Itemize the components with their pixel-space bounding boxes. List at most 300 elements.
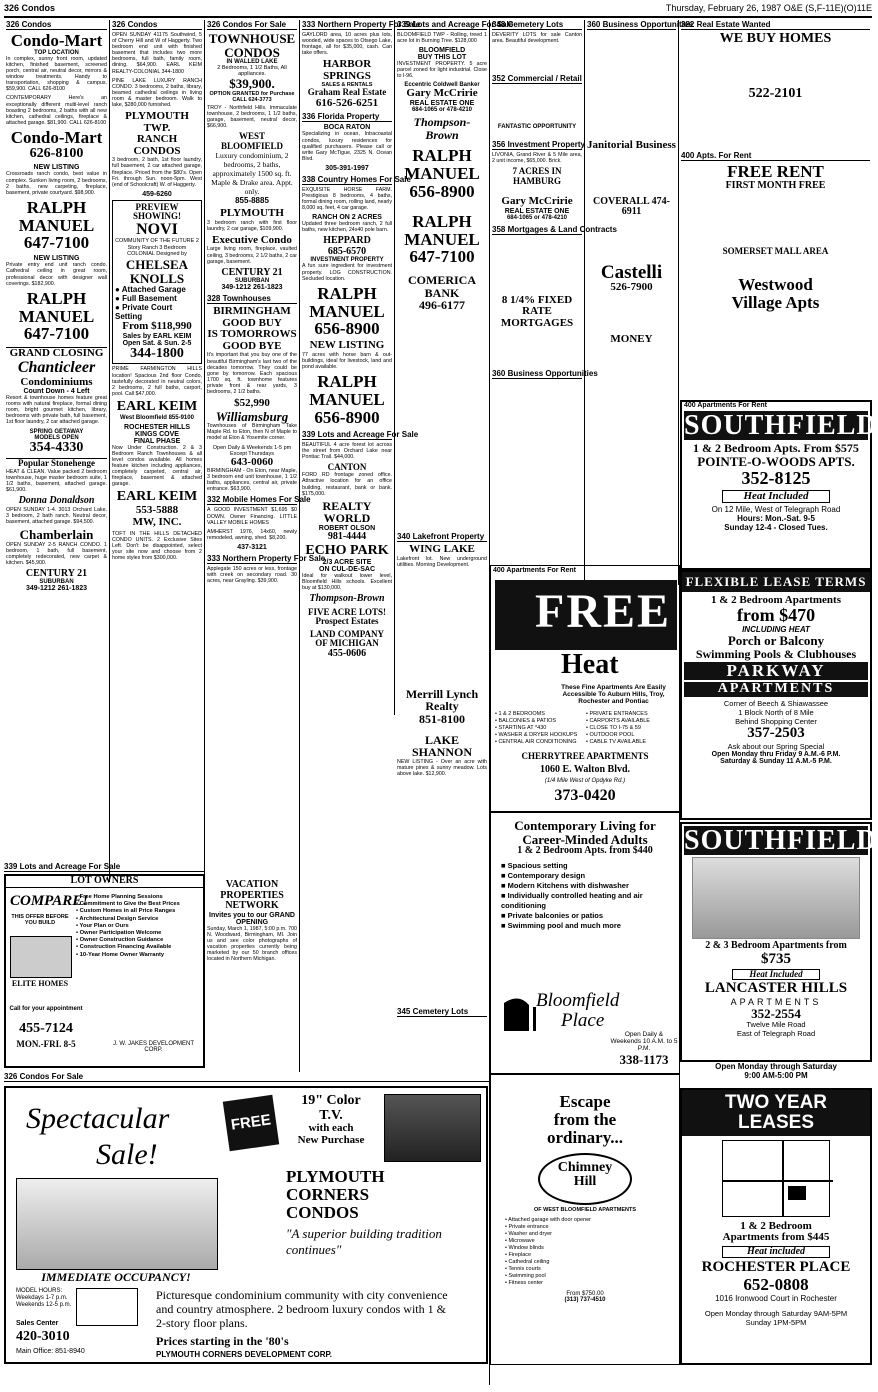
ralph-manuel-name: MANUEL bbox=[18, 306, 95, 326]
list-item: • CABLE TV AVAILABLE bbox=[586, 739, 647, 745]
list-item: • Commitment to Give the Best Prices bbox=[76, 901, 180, 908]
ad-text: Prices starting in the '80's bbox=[156, 1334, 289, 1348]
ad-subtitle: MODELS OPEN bbox=[34, 434, 79, 441]
plymouth-corners-box bbox=[4, 1086, 488, 1364]
ad-title: Gary McCririe bbox=[406, 87, 478, 100]
ad-title: LAKE SHANNON bbox=[411, 732, 472, 760]
section-heading: 326 Condos For Sale bbox=[4, 1072, 490, 1082]
ad-text: BIRMINGHAM - On Eton, near Maple, 3 bedroom end unit townhouse, 1 1/2 baths, appliances, central air, private entrance. $63,900. bbox=[207, 468, 297, 493]
list-item: ■ Modern Kitchens with dishwasher bbox=[501, 880, 629, 890]
feature-label: Attached Garage bbox=[121, 285, 186, 295]
section-heading: 333 Northern Property For Sale bbox=[302, 20, 421, 29]
ad-title: Popular Stonehenge bbox=[6, 458, 107, 468]
ad-subtitle: FINAL PHASE bbox=[133, 437, 181, 445]
ad-phone: 459-6260 bbox=[142, 190, 172, 198]
ad-phone: 354-4330 bbox=[29, 439, 84, 455]
ad-title: Janitorial Business bbox=[587, 139, 676, 151]
ad-title: REALTY WORLD bbox=[322, 498, 372, 526]
ad-price: from $470 bbox=[736, 605, 816, 626]
ad-title: LAND COMPANY bbox=[309, 628, 385, 639]
list-item: • Owner Participation Welcome bbox=[76, 930, 162, 937]
ad-text: CONTEMPORARY Here's an exceptionally different multi-level ranch boasting 2 bedrooms, 2 baths with all new kitchen, cathedral ceilings, fireplace & attached garage. $81,900. CALL 626-8100 bbox=[6, 95, 107, 126]
ad-price: $52,990 bbox=[234, 397, 270, 410]
section-heading: 326 Condos bbox=[112, 20, 202, 30]
ad-text: PRIME FARMINGTON HILLS location! Spacious 2nd floor Condo, tastefully decorated in neutral colors, 2 bedrooms, 2 full baths, carport, pool. Call $47,000. bbox=[112, 366, 202, 397]
ad-text: These Fine Apartments Are Easily Accessible To Auburn Hills, Troy, Rochester and Pontiac bbox=[561, 684, 666, 705]
feature-list bbox=[501, 861, 679, 931]
ad-text: Open Monday through Saturday bbox=[715, 1062, 837, 1071]
ralph-manuel-name: MANUEL bbox=[404, 229, 480, 249]
ad-title: Graham Real Estate bbox=[307, 87, 387, 98]
section-heading: 358 Mortgages & Land Contracts bbox=[492, 224, 617, 234]
section-heading: 338 Country Homes For Sale bbox=[302, 174, 411, 184]
list-item: • Custom Homes in all Price Ranges bbox=[76, 908, 176, 915]
ad-title: GOOD BUY bbox=[222, 316, 282, 329]
ad-subtitle: Count Down - 4 Left bbox=[23, 388, 90, 396]
ad-phone: 553-5888 bbox=[135, 503, 179, 516]
ad-title: RANCH CONDOS bbox=[133, 133, 181, 157]
ad-text: Lakefront lot. New underground utilities. Morning Development. bbox=[397, 555, 487, 568]
ad-address: 1016 Ironwood Court in Rochester bbox=[715, 1294, 837, 1304]
section-heading: 400 Apartments For Rent bbox=[493, 567, 576, 574]
section-heading: 326 Condos bbox=[6, 20, 107, 30]
ad-phone: 647-7100 bbox=[409, 247, 475, 267]
ad-phone: 352-2554 bbox=[751, 1005, 801, 1021]
ad-text: EXQUISITE HORSE FARM. Prestigious 8 bedrooms, 4 baths, formal dining room, rolling land, nearly 8,000 sq. feet, 4 car garage. bbox=[302, 186, 392, 212]
ad-subtitle: BUY THIS LOT bbox=[417, 54, 467, 62]
ad-title: Williamsburg bbox=[215, 408, 289, 424]
section-heading: 356 Investment Property bbox=[492, 140, 585, 150]
ad-title: PLYMOUTH bbox=[286, 1167, 385, 1186]
ad-text: Crossroads ranch condo, best value in complex. Sunken living room, 2 bedrooms, 2 baths, new carpeting, fireplace, basement, private courtyard. $98,900. bbox=[6, 171, 107, 196]
list-item: • Fireplace bbox=[505, 1251, 532, 1258]
feature-list bbox=[495, 711, 677, 746]
ralph-manuel-name: MANUEL bbox=[18, 215, 95, 235]
ad-phone: 656-8900 bbox=[409, 181, 475, 201]
ad-title: SOUTHFIELD bbox=[684, 825, 878, 856]
ad-text: Now Under Construction. 2 & 3 Bedroom Ranch Townhouses & all level condos available. All homes feature kitchen including appliances, completely carpeted, central air, fireplace, basement & attached garage. bbox=[112, 444, 202, 488]
page-header bbox=[4, 2, 872, 18]
ad-title: PARKWAY bbox=[684, 662, 868, 680]
ad-subtitle: Heat Included bbox=[722, 490, 830, 504]
ad-text: On 12 Mile, West of Telegraph Road bbox=[711, 505, 841, 515]
ad-title: Castelli bbox=[600, 261, 663, 283]
column-business-opportunities bbox=[585, 20, 693, 585]
ad-title: 8 1/4% FIXED bbox=[501, 293, 573, 306]
ad-title: Contemporary Living for bbox=[514, 818, 656, 833]
section-heading: 352 Commercial / Retail bbox=[492, 74, 582, 84]
feature-list bbox=[76, 894, 199, 959]
ad-phone: 626-8100 bbox=[29, 145, 84, 161]
ad-phone: 684-1065 or 478-4210 bbox=[506, 214, 568, 221]
listing-heading: NEW LISTING bbox=[33, 255, 80, 263]
ad-text: BEAUTIFUL 4 acre forest lot across the street from Orchard Lake near Pontiac Trail. $44,000. bbox=[302, 441, 392, 460]
ad-subtitle: MW, INC. bbox=[132, 515, 182, 528]
ad-title: WING LAKE bbox=[409, 543, 475, 556]
ad-phone: 373-0420 bbox=[554, 787, 616, 804]
section-heading: 348 Cemetery Lots bbox=[492, 20, 582, 30]
header-date: Thursday, February 26, 1987 O&E (S,F-11E)(O)11E bbox=[665, 3, 872, 13]
ad-text: Private entry end unit ranch condo. Cathedral ceiling in great room, professional decor with designer wall coverings. $182,900. bbox=[6, 262, 107, 287]
ad-tagline: "A superior building tradition continues" bbox=[286, 1225, 442, 1257]
ralph-manuel-name: MANUEL bbox=[309, 389, 385, 409]
ad-title: LANCASTER HILLS bbox=[704, 980, 848, 997]
feature-item: ● Private Court Setting bbox=[115, 303, 173, 322]
ad-text: Picturesque condominium community with city convenience and country atmosphere. 2 bedroom luxury condos with 1 & 2-story floor plans. bbox=[156, 1288, 448, 1330]
ad-text: DEVERITY LOTS for sale Canton area. Beautiful development. bbox=[492, 32, 582, 45]
ad-title: MONEY bbox=[610, 333, 653, 346]
list-item: • Free Home Planning Sessions bbox=[76, 894, 163, 900]
ad-subtitle: New Purchase bbox=[297, 1133, 365, 1146]
ralph-manuel-name: MANUEL bbox=[404, 164, 480, 184]
building-illustration bbox=[692, 857, 860, 939]
bloomfield-place-ad bbox=[490, 812, 680, 1074]
column-condos-1 bbox=[4, 20, 110, 882]
feature-list bbox=[505, 1217, 669, 1287]
ad-subtitle: 1 & 2 Bedroom Apartments bbox=[711, 593, 841, 606]
ad-text: Sunday 1PM-5PM bbox=[745, 1318, 807, 1328]
ad-title: Thompson-Brown bbox=[413, 115, 471, 142]
list-item: • Construction Financing Available bbox=[76, 944, 172, 951]
ad-text: Ask about our Spring Special bbox=[727, 741, 825, 751]
free-badge: FREE bbox=[223, 1095, 279, 1151]
section-heading: 345 Cemetery Lots bbox=[397, 1007, 487, 1017]
ad-phone: 647-7100 bbox=[23, 233, 90, 253]
ad-text: 1 Block North of 8 Mile bbox=[738, 707, 814, 717]
ad-title: T.V. bbox=[319, 1107, 343, 1123]
ad-text: COMMUNITY OF THE FUTURE 2 Story Ranch 3 Bedroom COLONIAL Designed by bbox=[115, 238, 199, 258]
ad-text: 2 Bedrooms, 1 1/2 Baths, All appliances. bbox=[217, 65, 287, 78]
ad-subtitle: SOMERSET MALL AREA bbox=[722, 245, 829, 256]
ad-subtitle: Eccentric Coldwell Banker bbox=[404, 82, 480, 89]
ad-text: (1/4 Mile West of Opdyke Rd.) bbox=[544, 778, 626, 784]
ad-text: AMHERST 1976, 14x60, newly remodeled, awning, shed. $8,200. bbox=[207, 528, 297, 541]
parkway-apartments-ad bbox=[680, 570, 872, 820]
ad-title: GRAND CLOSING bbox=[6, 347, 107, 360]
ad-text: 77 acres with horse barn & out-buildings, ideal for livestock, land and pond available. bbox=[302, 351, 392, 371]
list-item: ■ Swimming pool and much more bbox=[501, 920, 621, 930]
ad-title: PLYMOUTH TWP. bbox=[125, 110, 189, 134]
list-item: • Private entrance bbox=[505, 1223, 549, 1230]
ad-title: Hill bbox=[573, 1174, 597, 1190]
ad-phone: 685-6570 bbox=[327, 245, 367, 257]
ad-phone: 522-2101 bbox=[748, 85, 803, 101]
ad-title: FANTASTIC OPPORTUNITY bbox=[497, 124, 577, 131]
cherrytree-ad bbox=[490, 565, 680, 812]
ad-text: GAYLORD area, 10 acres plus lots, wooded, wide spaces to Otsego Lake, frontage, all for $35,000, cash. Can take offers. bbox=[302, 32, 392, 57]
ad-subtitle: THIS OFFER BEFORE YOU BUILD bbox=[11, 914, 69, 926]
ad-title: Thompson-Brown bbox=[309, 593, 385, 605]
list-item: ■ Private balconies or patios bbox=[501, 910, 604, 920]
ad-phone: 455-0606 bbox=[327, 647, 367, 659]
ad-text: East of Telegraph Road bbox=[736, 1029, 816, 1039]
ad-subtitle: Heat Included bbox=[732, 969, 820, 980]
ad-title: Westwood bbox=[738, 275, 813, 295]
ad-subtitle: REAL ESTATE ONE bbox=[409, 100, 475, 108]
plymouth-corners-name bbox=[286, 1168, 476, 1258]
ad-title: CHERRYTREE APARTMENTS bbox=[521, 751, 649, 761]
list-item: • 10-Year Home Owner Warranty bbox=[76, 951, 165, 958]
list-item: • Attached garage with door opener bbox=[505, 1216, 592, 1223]
ad-text: TOFT IN THE HILLS DETACHED CONDO UNITS. 2 Exclusive Sites Left. Don't be disappointed, select your site now and choose from 2 home styles from $300,000. bbox=[112, 531, 202, 562]
ad-text: BLOOMFIELD TWP - Rolling, treed 1 acre lot in Burning Tree. $128,000 bbox=[397, 32, 487, 45]
ad-phone: 420-3010 bbox=[16, 1329, 70, 1344]
tv-offer bbox=[286, 1094, 376, 1146]
ad-title: COMERICA bbox=[408, 273, 476, 288]
list-item: • Architectural Design Service bbox=[76, 915, 159, 922]
heat-heading: Heat bbox=[561, 649, 619, 680]
ad-subtitle: SPRING GETAWAY bbox=[29, 428, 84, 435]
ad-text: Large living room, fireplace, vaulted ceiling, 3 bedrooms, 2 1/2 baths, 2 car garage, basement. bbox=[207, 246, 297, 265]
ad-title: COMPARE! bbox=[10, 893, 89, 909]
rochester-place-ad bbox=[680, 1088, 872, 1365]
ralph-manuel-name: MANUEL bbox=[309, 301, 385, 321]
section-heading: 400 Apartments For Rent bbox=[684, 402, 767, 409]
ad-subtitle: APARTMENTS bbox=[730, 996, 822, 1007]
ad-subtitle: ROBERT OLSON bbox=[318, 524, 376, 532]
ad-text: OPEN SUNDAY 41175 Southwind, 5 of Cherry Hill and W of Haggerty. Two bedroom end unit with finished basement that includes two more bedrooms, full bath, family room, dining. $64,900. EARL KEIM REALTY-COLONIAL 344-1800 bbox=[112, 32, 202, 75]
ad-text: Hours: Mon.-Sat. 9-5 bbox=[737, 514, 815, 524]
ad-title: Spectacular bbox=[26, 1102, 170, 1135]
ad-title: VACATION PROPERTIES NETWORK bbox=[220, 879, 284, 911]
ad-title: CONDOS bbox=[224, 44, 280, 60]
ad-subtitle: PLYMOUTH CORNERS DEVELOPMENT CORP. bbox=[156, 1350, 333, 1359]
free-heading: FREE bbox=[535, 585, 672, 638]
header-section: 326 Condos bbox=[4, 3, 56, 13]
ad-text: TROY - Northfield Hills. Immaculate townhouse, 2 bedrooms, 1 1/2 baths, garage, basement, neutral decor, $66,900. bbox=[207, 104, 297, 130]
ad-phone: 616-526-6251 bbox=[315, 96, 379, 109]
ad-text: A GOOD INVESTMENT $1,695 $0 DOWN. Owner Financing. LITTLE VALLEY MOBILE HOMES bbox=[207, 507, 297, 526]
ad-title: FLEXIBLE LEASE TERMS bbox=[682, 572, 870, 592]
ad-title: APARTMENTS bbox=[684, 682, 868, 697]
ad-phone: West Bloomfield 855-9100 bbox=[120, 414, 194, 421]
ad-subtitle: INCLUDING HEAT bbox=[742, 625, 810, 635]
ad-price: $735 bbox=[761, 950, 791, 967]
ad-title: Bloomfield bbox=[536, 990, 620, 1011]
ad-subtitle: with each bbox=[308, 1122, 354, 1135]
ralph-manuel-name: RALPH bbox=[412, 146, 472, 166]
ad-title: Chanticleer bbox=[17, 358, 96, 376]
section-heading: 328 Townhouses bbox=[207, 294, 297, 304]
ad-text: Open Daily & Weekends 10 A.M. to 5 P.M. bbox=[610, 1031, 678, 1052]
ad-address: 1060 E. Walton Blvd. bbox=[539, 764, 631, 775]
ad-title: Swimming Pools & Clubhouses bbox=[695, 646, 857, 661]
lancaster-hills-ad bbox=[680, 822, 878, 1062]
ad-text: Resort & townhouse homes feature great rooms with natural fireplace, formal dining room, bright gourmet kitchen, library, bedrooms with private bath, full basement, 1st floor laundry, 2 car attached garage. bbox=[6, 395, 107, 426]
ad-phone: 352-8125 bbox=[741, 467, 811, 488]
listing-heading: NEW LISTING bbox=[309, 339, 385, 352]
ad-title: CORNERS bbox=[286, 1184, 370, 1204]
ad-title: ROCHESTER HILLS KINGS COVE bbox=[123, 423, 191, 438]
list-item: • BALCONIES & PATIOS bbox=[495, 718, 557, 724]
ad-title: Executive Condo bbox=[212, 233, 292, 246]
ad-text: OPTION GRANTED for Purchase CALL 624-3773 bbox=[209, 90, 295, 103]
ad-text: Open Daily & Weekends 1-5 pm Except Thursdays bbox=[212, 444, 292, 457]
ad-subtitle: 1 & 2 Bedroom Apts. From $575 bbox=[693, 441, 859, 456]
vacation-properties-ad bbox=[205, 862, 300, 1072]
list-item: • Window blinds bbox=[505, 1244, 544, 1251]
ad-phone: 349-1212 261-1823 bbox=[221, 284, 283, 292]
column-condos-3 bbox=[205, 20, 326, 882]
ad-text: Applegate 150 acres or less, frontage with creek on secondary road. 30 acres, near Grayling. $39,900. bbox=[207, 565, 297, 585]
ad-text: A fun sure ingredient for investment property. LOG CONSTRUCTION. Secluded location. bbox=[302, 263, 392, 282]
ad-title: FIVE ACRE LOTS! bbox=[307, 606, 387, 617]
house-illustration bbox=[10, 936, 72, 978]
ralph-manuel-name: RALPH bbox=[317, 283, 377, 303]
ad-phone: 349-1212 261-1823 bbox=[25, 585, 88, 593]
earl-keim-name: EARL KEIM bbox=[116, 489, 198, 505]
list-item: • Fitness center bbox=[505, 1279, 543, 1286]
ad-title: Place bbox=[561, 1010, 605, 1031]
section-heading: 333 Northern Property For Sale bbox=[207, 553, 326, 563]
ad-title: TOWNHOUSE bbox=[208, 31, 296, 46]
ad-title: SOUTHFIELD bbox=[684, 410, 878, 441]
tv-illustration bbox=[384, 1094, 481, 1162]
column-condos-2 bbox=[110, 20, 205, 882]
list-item: • Cathedral ceiling bbox=[505, 1258, 550, 1265]
ad-phone: 526-7900 bbox=[610, 281, 653, 294]
section-heading: 382 Real Estate Wanted bbox=[681, 20, 870, 30]
ad-title: CHELSEA KNOLLS bbox=[125, 256, 189, 286]
ad-text: Main Office: 851-8940 bbox=[16, 1348, 85, 1355]
ad-title: Career-Minded Adults bbox=[522, 831, 648, 847]
ad-subtitle: 2/3 ACRE SITE bbox=[322, 559, 372, 567]
condo-illustration bbox=[16, 1178, 218, 1270]
ad-title: ROCHESTER PLACE bbox=[701, 1259, 851, 1276]
ad-title: Prospect Estates bbox=[315, 616, 379, 627]
section-heading: 326 Condos For Sale bbox=[207, 20, 297, 30]
feature-item: ● Attached Garage bbox=[115, 285, 186, 295]
section-heading: 339 Lots and Acreage For Sale bbox=[4, 862, 205, 872]
ad-title: Condo-Mart bbox=[10, 127, 103, 147]
ad-text: Behind Shopping Center bbox=[735, 716, 817, 726]
column-real-estate-wanted bbox=[679, 20, 872, 400]
ad-phone: 855-8885 bbox=[235, 196, 269, 206]
ad-price: Apartments from $445 bbox=[722, 1231, 830, 1244]
ad-title: IS TOMORROWS bbox=[207, 328, 297, 341]
ad-title: CONDOS bbox=[286, 1202, 359, 1222]
ad-subtitle: IN WALLED LAKE bbox=[226, 59, 278, 66]
ad-subtitle: Sales by EARL KEIM bbox=[122, 332, 192, 340]
ad-title: Chimney bbox=[557, 1159, 613, 1175]
ad-title: Donna Donaldson bbox=[18, 495, 95, 507]
list-item: • OUTDOOR POOL bbox=[586, 732, 635, 738]
section-heading: 339 Lots and Acreage For Sale bbox=[302, 429, 419, 439]
ad-title: Condo-Mart bbox=[10, 31, 103, 50]
ad-text: NEW LISTING - Over an acre with mature pines & sunny meadow. Lots above lake. $12,900. bbox=[397, 758, 487, 777]
ad-phone: 656-8900 bbox=[314, 407, 380, 427]
ad-title: ELITE HOMES bbox=[11, 979, 69, 988]
feature-item: ● Full Basement bbox=[115, 294, 177, 304]
list-item: • Swimming pool bbox=[505, 1272, 546, 1279]
lancaster-hours bbox=[680, 1062, 872, 1084]
ad-title: Sale! bbox=[96, 1138, 158, 1171]
ad-phone: 684-1065 or 478-4210 bbox=[411, 107, 473, 114]
list-item: ■ Individually controlled heating and air conditioning bbox=[501, 890, 643, 910]
chimney-hill-logo bbox=[538, 1153, 632, 1205]
ralph-manuel-name: RALPH bbox=[26, 197, 87, 217]
lot-owners-box bbox=[4, 874, 205, 1068]
ad-title: RANCH ON 2 ACRES bbox=[312, 214, 382, 222]
century21-name: CENTURY 21 bbox=[25, 567, 88, 579]
ad-title: GOOD BYE bbox=[222, 339, 282, 352]
ralph-manuel-name: RALPH bbox=[26, 288, 87, 308]
ad-title: ordinary... bbox=[546, 1127, 624, 1147]
location-map bbox=[76, 1288, 138, 1326]
ad-text: MODEL HOURS: Weekdays 1-7 p.m. Weekends 12-5 p.m. bbox=[16, 1288, 72, 1308]
ad-phone: (313) 737-4510 bbox=[564, 1296, 606, 1303]
ad-title: 7 ACRES IN HAMBURG bbox=[512, 166, 562, 186]
ad-title: HARBOR SPRINGS bbox=[322, 58, 372, 82]
ad-text: OPEN SUNDAY 2-5 RANCH CONDO. 1 bedroom, 1 bath, full basement, completely redecorated, new carpet & kitchen. $45,900. bbox=[6, 541, 107, 566]
ad-title: WEST BLOOMFIELD bbox=[220, 131, 283, 151]
list-item: • Owner Construction Guidance bbox=[76, 937, 164, 944]
ad-phone: 357-2503 bbox=[747, 724, 805, 741]
ad-text: 3 bedroom ranch with first floor laundry, 2 car garage, $109,900. bbox=[207, 219, 297, 232]
column-cemetery-business bbox=[490, 20, 617, 585]
list-item: • CENTRAL AIR CONDITIONING bbox=[495, 739, 577, 745]
ad-subtitle: SALES & RENTALS bbox=[321, 82, 373, 89]
ad-text: 9:00 AM-5:00 PM bbox=[744, 1071, 808, 1080]
ad-title: Village Apts bbox=[731, 293, 820, 312]
ad-subtitle: Open Sat. & Sun. 2-5 bbox=[122, 339, 192, 347]
ad-subtitle: Heat included bbox=[722, 1246, 830, 1259]
ad-text: MON.-FRI. 8-5 bbox=[16, 1039, 76, 1049]
ad-title: Porch or Balcony bbox=[727, 633, 825, 649]
century21-name: CENTURY 21 bbox=[221, 266, 283, 278]
ad-text: HEAT & CLEAN. Value packed 2 bedroom townhouse, huge master bedroom suite, 1 1/2 baths, basement, attached garage. $61,900. bbox=[6, 468, 107, 493]
ad-title: Gary McCririe bbox=[501, 195, 573, 208]
ad-phone: 496-6177 bbox=[419, 298, 465, 313]
ad-title: POINTE-O-WOODS APTS. bbox=[697, 453, 855, 469]
list-item: • WASHER & DRYER HOOKUPS bbox=[495, 732, 578, 738]
ad-title: FREE RENT bbox=[727, 162, 824, 182]
ad-title: CANTON bbox=[327, 461, 367, 472]
ad-subtitle: 1 & 2 Bedroom Apts. from $440 bbox=[517, 845, 653, 857]
list-item: • Your Plan or Ours bbox=[76, 922, 129, 929]
list-item: • 1 & 2 BEDROOMS bbox=[495, 711, 545, 717]
century21-sub: SUBURBAN bbox=[39, 579, 74, 586]
ralph-manuel-name: RALPH bbox=[412, 211, 472, 231]
ad-text: Call for your appointment bbox=[9, 1006, 83, 1012]
ad-title: Merrill Lynch bbox=[405, 686, 479, 701]
ad-phone: 647-7100 bbox=[23, 324, 90, 344]
ad-title: Condominiums bbox=[20, 375, 93, 388]
ad-price: From $118,990 bbox=[122, 320, 192, 333]
column-northern-property bbox=[300, 20, 421, 715]
ad-text: OPEN SUNDAY 1-4. 3013 Orchard Lake. 3 bedroom, 2 bath ranch. Neutral decor, basement, attached garage. $94,500. bbox=[6, 506, 107, 525]
ad-text: FORD RD frontage zoned office. Attractive location for an office building, restaurant, bank or bank. $175,000. bbox=[302, 472, 392, 497]
listing-heading: NEW LISTING bbox=[33, 164, 80, 172]
ad-phone: 981-4444 bbox=[327, 530, 367, 542]
ad-text: Updated three bedroom ranch, 2 full baths, new kitchen, 24x40 pole barn. bbox=[302, 221, 392, 234]
ad-title: BLOOMFIELD bbox=[418, 47, 466, 55]
ad-title: PREVIEW SHOWING! bbox=[132, 201, 181, 222]
ad-title: 19" Color bbox=[301, 1093, 361, 1108]
section-heading: 360 Business Opportunities bbox=[492, 369, 598, 379]
ad-price: From $750.00 bbox=[566, 1290, 604, 1297]
ad-phone: 643-0060 bbox=[230, 455, 274, 468]
ad-text: Open Monday thru Friday 9 A.M.-6 P.M. bbox=[711, 750, 841, 758]
ad-text: LIVONIA, Grand River & 5 Mile area, 2 unit income, $65,000. Brick. bbox=[492, 152, 582, 165]
section-heading: 340 Lakefront Property bbox=[397, 532, 487, 542]
ad-text: Corner of Beech & Shiawassee bbox=[723, 698, 829, 708]
ad-text: Saturday & Sunday 11 A.M.-5 P.M. bbox=[720, 757, 832, 765]
ad-title: TWO YEAR LEASES bbox=[682, 1090, 870, 1136]
ad-text: Twelve Mile Road bbox=[746, 1020, 806, 1030]
ad-subtitle: ON CUL-DE-SAC bbox=[319, 566, 375, 574]
ad-text: Townhouses of Birmingham Take Maple Rd. to Eton, then N of Maple to model at Eton & Yosemite corner. bbox=[207, 423, 297, 442]
